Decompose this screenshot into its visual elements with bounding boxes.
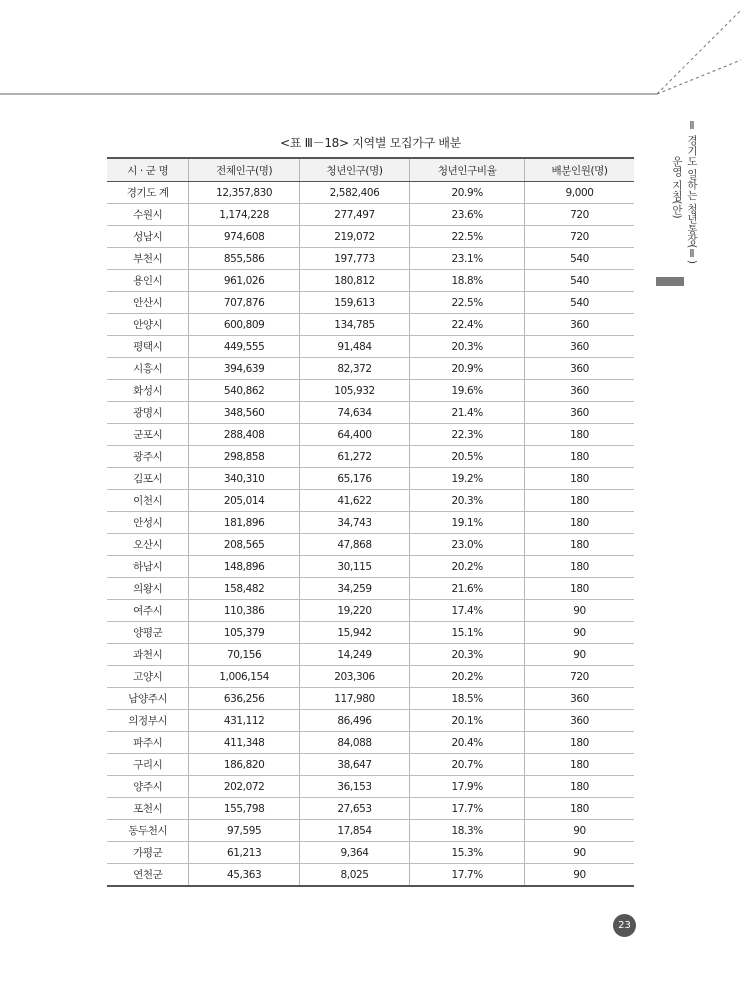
value-cell: 61,213	[189, 842, 299, 864]
value-cell: 360	[525, 402, 634, 424]
value-cell: 90	[525, 622, 634, 644]
region-name-cell: 안양시	[107, 314, 189, 336]
value-cell: 61,272	[299, 446, 409, 468]
value-cell: 45,363	[189, 864, 299, 887]
region-name-cell: 수원시	[107, 204, 189, 226]
region-name-cell: 양평군	[107, 622, 189, 644]
value-cell: 20.2%	[410, 666, 525, 688]
value-cell: 155,798	[189, 798, 299, 820]
table-row	[107, 732, 634, 754]
value-cell: 449,555	[189, 336, 299, 358]
column-header: 배분인원(명)	[525, 158, 634, 182]
region-name-cell: 광명시	[107, 402, 189, 424]
region-name-cell: 포천시	[107, 798, 189, 820]
value-cell: 720	[525, 666, 634, 688]
value-cell: 21.6%	[410, 578, 525, 600]
value-cell: 18.3%	[410, 820, 525, 842]
value-cell: 34,743	[299, 512, 409, 534]
region-name-cell: 오산시	[107, 534, 189, 556]
table-row	[107, 204, 634, 226]
value-cell: 17,854	[299, 820, 409, 842]
value-cell: 600,809	[189, 314, 299, 336]
table-row	[107, 534, 634, 556]
value-cell: 117,980	[299, 688, 409, 710]
table-row	[107, 754, 634, 776]
value-cell: 86,496	[299, 710, 409, 732]
region-name-cell: 남양주시	[107, 688, 189, 710]
value-cell: 1,006,154	[189, 666, 299, 688]
value-cell: 340,310	[189, 468, 299, 490]
value-cell: 181,896	[189, 512, 299, 534]
value-cell: 22.4%	[410, 314, 525, 336]
value-cell: 180	[525, 776, 634, 798]
side-subtitle: 운영 지침(안)	[671, 156, 683, 219]
region-name-cell: 안성시	[107, 512, 189, 534]
value-cell: 186,820	[189, 754, 299, 776]
value-cell: 348,560	[189, 402, 299, 424]
value-cell: 84,088	[299, 732, 409, 754]
value-cell: 15.3%	[410, 842, 525, 864]
table-row	[107, 424, 634, 446]
value-cell: 9,000	[525, 182, 634, 204]
value-cell: 180	[525, 490, 634, 512]
value-cell: 15.1%	[410, 622, 525, 644]
value-cell: 91,484	[299, 336, 409, 358]
page-number-badge: 23	[613, 914, 636, 937]
value-cell: 855,586	[189, 248, 299, 270]
value-cell: 38,647	[299, 754, 409, 776]
value-cell: 720	[525, 204, 634, 226]
value-cell: 74,634	[299, 402, 409, 424]
value-cell: 34,259	[299, 578, 409, 600]
value-cell: 9,364	[299, 842, 409, 864]
value-cell: 288,408	[189, 424, 299, 446]
region-name-cell: 시흥시	[107, 358, 189, 380]
table-row	[107, 490, 634, 512]
value-cell: 298,858	[189, 446, 299, 468]
region-name-cell: 동두천시	[107, 820, 189, 842]
side-title: 경기도 일하는 청년통장(Ⅱ)	[686, 134, 698, 264]
value-cell: 180	[525, 578, 634, 600]
column-header: 청년인구비율	[410, 158, 525, 182]
value-cell: 110,386	[189, 600, 299, 622]
value-cell: 205,014	[189, 490, 299, 512]
region-name-cell: 경기도 계	[107, 182, 189, 204]
table-row	[107, 776, 634, 798]
table-row	[107, 248, 634, 270]
value-cell: 180	[525, 798, 634, 820]
value-cell: 27,653	[299, 798, 409, 820]
value-cell: 707,876	[189, 292, 299, 314]
value-cell: 1,174,228	[189, 204, 299, 226]
value-cell: 65,176	[299, 468, 409, 490]
region-name-cell: 의왕시	[107, 578, 189, 600]
table-row	[107, 644, 634, 666]
value-cell: 17.7%	[410, 864, 525, 887]
region-name-cell: 파주시	[107, 732, 189, 754]
value-cell: 2,582,406	[299, 182, 409, 204]
value-cell: 360	[525, 336, 634, 358]
value-cell: 180	[525, 732, 634, 754]
value-cell: 21.4%	[410, 402, 525, 424]
value-cell: 158,482	[189, 578, 299, 600]
header-decoration	[0, 0, 741, 120]
value-cell: 20.1%	[410, 710, 525, 732]
value-cell: 180	[525, 446, 634, 468]
table-row	[107, 314, 634, 336]
region-name-cell: 부천시	[107, 248, 189, 270]
value-cell: 23.6%	[410, 204, 525, 226]
value-cell: 20.3%	[410, 644, 525, 666]
value-cell: 197,773	[299, 248, 409, 270]
table-row	[107, 512, 634, 534]
value-cell: 22.5%	[410, 292, 525, 314]
value-cell: 961,026	[189, 270, 299, 292]
value-cell: 19,220	[299, 600, 409, 622]
value-cell: 277,497	[299, 204, 409, 226]
value-cell: 15,942	[299, 622, 409, 644]
value-cell: 148,896	[189, 556, 299, 578]
value-cell: 360	[525, 710, 634, 732]
region-name-cell: 여주시	[107, 600, 189, 622]
table-row	[107, 270, 634, 292]
value-cell: 180	[525, 534, 634, 556]
value-cell: 97,595	[189, 820, 299, 842]
value-cell: 20.7%	[410, 754, 525, 776]
region-name-cell: 광주시	[107, 446, 189, 468]
value-cell: 41,622	[299, 490, 409, 512]
table-row	[107, 798, 634, 820]
value-cell: 19.2%	[410, 468, 525, 490]
population-allocation-table	[107, 157, 634, 887]
table-header-row	[107, 158, 634, 182]
region-name-cell: 양주시	[107, 776, 189, 798]
value-cell: 90	[525, 644, 634, 666]
value-cell: 22.5%	[410, 226, 525, 248]
value-cell: 431,112	[189, 710, 299, 732]
column-header: 청년인구(명)	[299, 158, 409, 182]
region-name-cell: 연천군	[107, 864, 189, 887]
value-cell: 70,156	[189, 644, 299, 666]
table-row	[107, 402, 634, 424]
table-row	[107, 292, 634, 314]
table-row	[107, 622, 634, 644]
value-cell: 360	[525, 358, 634, 380]
region-name-cell: 의정부시	[107, 710, 189, 732]
value-cell: 360	[525, 380, 634, 402]
table-row	[107, 226, 634, 248]
value-cell: 20.9%	[410, 358, 525, 380]
value-cell: 974,608	[189, 226, 299, 248]
value-cell: 219,072	[299, 226, 409, 248]
table-row	[107, 556, 634, 578]
value-cell: 180,812	[299, 270, 409, 292]
value-cell: 14,249	[299, 644, 409, 666]
region-name-cell: 성남시	[107, 226, 189, 248]
value-cell: 20.3%	[410, 336, 525, 358]
side-section-and-title	[685, 120, 700, 280]
region-name-cell: 구리시	[107, 754, 189, 776]
value-cell: 105,932	[299, 380, 409, 402]
table-row	[107, 842, 634, 864]
value-cell: 12,357,830	[189, 182, 299, 204]
table-row	[107, 358, 634, 380]
value-cell: 23.1%	[410, 248, 525, 270]
value-cell: 540,862	[189, 380, 299, 402]
table-row	[107, 468, 634, 490]
table-row	[107, 600, 634, 622]
column-header: 시 · 군 명	[107, 158, 189, 182]
value-cell: 20.3%	[410, 490, 525, 512]
value-cell: 540	[525, 292, 634, 314]
value-cell: 360	[525, 688, 634, 710]
side-running-title	[660, 120, 700, 280]
value-cell: 18.8%	[410, 270, 525, 292]
value-cell: 180	[525, 424, 634, 446]
region-name-cell: 하남시	[107, 556, 189, 578]
table-row	[107, 666, 634, 688]
value-cell: 18.5%	[410, 688, 525, 710]
value-cell: 8,025	[299, 864, 409, 887]
region-name-cell: 고양시	[107, 666, 189, 688]
value-cell: 90	[525, 864, 634, 887]
table-row	[107, 578, 634, 600]
value-cell: 208,565	[189, 534, 299, 556]
value-cell: 23.0%	[410, 534, 525, 556]
side-section-number: Ⅱ	[686, 120, 698, 132]
table-row	[107, 446, 634, 468]
value-cell: 203,306	[299, 666, 409, 688]
value-cell: 17.9%	[410, 776, 525, 798]
value-cell: 159,613	[299, 292, 409, 314]
region-name-cell: 화성시	[107, 380, 189, 402]
value-cell: 411,348	[189, 732, 299, 754]
region-name-cell: 평택시	[107, 336, 189, 358]
value-cell: 20.5%	[410, 446, 525, 468]
value-cell: 636,256	[189, 688, 299, 710]
value-cell: 540	[525, 248, 634, 270]
region-name-cell: 김포시	[107, 468, 189, 490]
region-name-cell: 군포시	[107, 424, 189, 446]
table-row	[107, 688, 634, 710]
table-row	[107, 182, 634, 204]
region-name-cell: 이천시	[107, 490, 189, 512]
region-name-cell: 가평군	[107, 842, 189, 864]
value-cell: 720	[525, 226, 634, 248]
region-name-cell: 과천시	[107, 644, 189, 666]
table-caption: <표 Ⅲ－18> 지역별 모집가구 배분	[280, 136, 461, 150]
region-name-cell: 용인시	[107, 270, 189, 292]
side-marker-bar	[656, 277, 684, 286]
value-cell: 180	[525, 512, 634, 534]
column-header: 전체인구(명)	[189, 158, 299, 182]
table-row	[107, 710, 634, 732]
value-cell: 180	[525, 754, 634, 776]
value-cell: 394,639	[189, 358, 299, 380]
value-cell: 90	[525, 842, 634, 864]
value-cell: 360	[525, 314, 634, 336]
value-cell: 36,153	[299, 776, 409, 798]
value-cell: 134,785	[299, 314, 409, 336]
value-cell: 202,072	[189, 776, 299, 798]
value-cell: 17.7%	[410, 798, 525, 820]
value-cell: 20.9%	[410, 182, 525, 204]
value-cell: 19.6%	[410, 380, 525, 402]
value-cell: 19.1%	[410, 512, 525, 534]
value-cell: 30,115	[299, 556, 409, 578]
value-cell: 105,379	[189, 622, 299, 644]
value-cell: 20.2%	[410, 556, 525, 578]
region-name-cell: 안산시	[107, 292, 189, 314]
value-cell: 180	[525, 468, 634, 490]
value-cell: 180	[525, 556, 634, 578]
table-row	[107, 380, 634, 402]
value-cell: 20.4%	[410, 732, 525, 754]
value-cell: 17.4%	[410, 600, 525, 622]
value-cell: 47,868	[299, 534, 409, 556]
table-row	[107, 820, 634, 842]
value-cell: 90	[525, 600, 634, 622]
value-cell: 82,372	[299, 358, 409, 380]
value-cell: 22.3%	[410, 424, 525, 446]
table-row	[107, 864, 634, 887]
table-row	[107, 336, 634, 358]
value-cell: 64,400	[299, 424, 409, 446]
value-cell: 540	[525, 270, 634, 292]
value-cell: 90	[525, 820, 634, 842]
